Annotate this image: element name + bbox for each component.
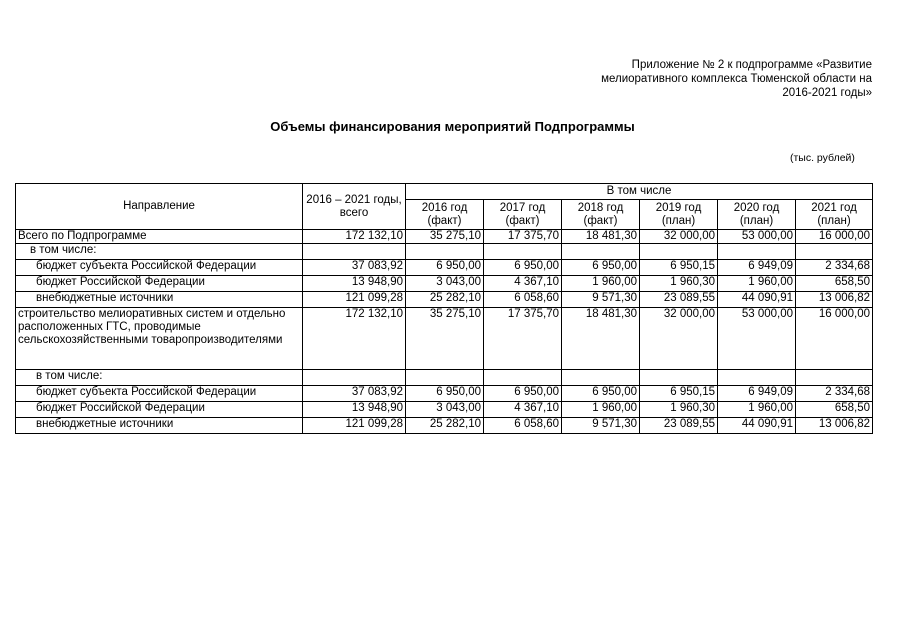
- row-label: внебюджетные источники: [16, 292, 303, 308]
- row-year-cell: [562, 370, 640, 386]
- row-year-cell: 53 000,00: [718, 230, 796, 244]
- financing-table: [15, 183, 873, 434]
- row-year-cell: 18 481,30: [562, 308, 640, 370]
- header-including: В том числе: [406, 184, 873, 200]
- table-row: [16, 418, 873, 434]
- row-year-cell: 9 571,30: [562, 418, 640, 434]
- row-year-cell: 6 950,00: [562, 386, 640, 402]
- table-row: [16, 402, 873, 418]
- row-label: бюджет Российской Федерации: [16, 276, 303, 292]
- appendix-note: [560, 58, 872, 100]
- row-label: Всего по Подпрограмме: [16, 230, 303, 244]
- row-total-cell: 13 948,90: [303, 276, 406, 292]
- table-row: [16, 230, 873, 244]
- row-year-cell: 17 375,70: [484, 230, 562, 244]
- row-total-cell: 37 083,92: [303, 386, 406, 402]
- row-year-cell: [640, 244, 718, 260]
- row-year-cell: 6 058,60: [484, 292, 562, 308]
- table-row: [16, 370, 873, 386]
- row-year-cell: 6 950,00: [484, 260, 562, 276]
- row-label: бюджет субъекта Российской Федерации: [16, 260, 303, 276]
- row-year-cell: 23 089,55: [640, 292, 718, 308]
- row-year-cell: 16 000,00: [796, 308, 873, 370]
- row-label: в том числе:: [16, 244, 303, 260]
- row-total-cell: 37 083,92: [303, 260, 406, 276]
- row-total-cell: [303, 370, 406, 386]
- row-year-cell: 53 000,00: [718, 308, 796, 370]
- row-label: в том числе:: [16, 370, 303, 386]
- row-year-cell: [406, 370, 484, 386]
- row-year-cell: [484, 244, 562, 260]
- row-year-cell: 658,50: [796, 276, 873, 292]
- row-year-cell: [718, 244, 796, 260]
- table-row: [16, 386, 873, 402]
- row-total-cell: 172 132,10: [303, 308, 406, 370]
- row-year-cell: 6 949,09: [718, 260, 796, 276]
- row-year-cell: [406, 244, 484, 260]
- row-year-cell: 6 950,00: [406, 386, 484, 402]
- header-year-2017: 2017 год (факт): [484, 200, 562, 230]
- row-year-cell: 25 282,10: [406, 292, 484, 308]
- row-year-cell: [562, 244, 640, 260]
- row-year-cell: 6 950,15: [640, 260, 718, 276]
- row-year-cell: 13 006,82: [796, 292, 873, 308]
- row-year-cell: 1 960,30: [640, 402, 718, 418]
- row-year-cell: 32 000,00: [640, 308, 718, 370]
- row-total-cell: 172 132,10: [303, 230, 406, 244]
- row-year-cell: 32 000,00: [640, 230, 718, 244]
- row-year-cell: 4 367,10: [484, 402, 562, 418]
- row-year-cell: 1 960,00: [562, 276, 640, 292]
- row-year-cell: 1 960,00: [562, 402, 640, 418]
- row-label: бюджет Российской Федерации: [16, 402, 303, 418]
- row-total-cell: 13 948,90: [303, 402, 406, 418]
- row-year-cell: [718, 370, 796, 386]
- row-year-cell: 6 950,00: [562, 260, 640, 276]
- row-year-cell: 44 090,91: [718, 418, 796, 434]
- row-year-cell: 6 058,60: [484, 418, 562, 434]
- appendix-line-2: мелиоративного комплекса Тюменской области на: [601, 73, 872, 85]
- row-year-cell: 2 334,68: [796, 386, 873, 402]
- table-row: [16, 244, 873, 260]
- row-year-cell: 6 949,09: [718, 386, 796, 402]
- row-year-cell: 6 950,00: [484, 386, 562, 402]
- row-year-cell: 3 043,00: [406, 276, 484, 292]
- header-year-2020: 2020 год (план): [718, 200, 796, 230]
- appendix-line-1: Приложение № 2 к подпрограмме «Развитие: [631, 59, 872, 71]
- table-row: [16, 292, 873, 308]
- table-row: [16, 260, 873, 276]
- row-label: внебюджетные источники: [16, 418, 303, 434]
- row-year-cell: 2 334,68: [796, 260, 873, 276]
- row-year-cell: [484, 370, 562, 386]
- row-year-cell: 16 000,00: [796, 230, 873, 244]
- row-label: строительство мелиоративных систем и отдельно расположенных ГТС, проводимые сельскохозяйственными товаропроизводителями: [16, 308, 303, 370]
- row-year-cell: [796, 244, 873, 260]
- row-year-cell: 1 960,00: [718, 402, 796, 418]
- unit-note: (тыс. рублей): [790, 152, 855, 164]
- header-total: 2016 – 2021 годы, всего: [303, 184, 406, 230]
- appendix-line-3: 2016-2021 годы»: [782, 87, 872, 99]
- row-year-cell: 3 043,00: [406, 402, 484, 418]
- table-row: [16, 308, 873, 370]
- row-year-cell: 23 089,55: [640, 418, 718, 434]
- row-year-cell: 9 571,30: [562, 292, 640, 308]
- row-year-cell: 35 275,10: [406, 308, 484, 370]
- header-direction: Направление: [16, 184, 303, 230]
- row-year-cell: 17 375,70: [484, 308, 562, 370]
- header-year-2021: 2021 год (план): [796, 200, 873, 230]
- table-row: [16, 276, 873, 292]
- row-year-cell: 25 282,10: [406, 418, 484, 434]
- row-year-cell: 1 960,00: [718, 276, 796, 292]
- header-year-2018: 2018 год (факт): [562, 200, 640, 230]
- row-year-cell: 13 006,82: [796, 418, 873, 434]
- header-year-2016: 2016 год (факт): [406, 200, 484, 230]
- row-year-cell: 1 960,30: [640, 276, 718, 292]
- row-year-cell: 44 090,91: [718, 292, 796, 308]
- row-total-cell: 121 099,28: [303, 292, 406, 308]
- header-year-2019: 2019 год (план): [640, 200, 718, 230]
- row-year-cell: [796, 370, 873, 386]
- row-year-cell: 4 367,10: [484, 276, 562, 292]
- document-title: Объемы финансирования мероприятий Подпрограммы: [270, 119, 635, 134]
- row-total-cell: 121 099,28: [303, 418, 406, 434]
- row-total-cell: [303, 244, 406, 260]
- row-year-cell: [640, 370, 718, 386]
- row-year-cell: 6 950,00: [406, 260, 484, 276]
- row-year-cell: 35 275,10: [406, 230, 484, 244]
- row-year-cell: 18 481,30: [562, 230, 640, 244]
- row-year-cell: 658,50: [796, 402, 873, 418]
- row-label: бюджет субъекта Российской Федерации: [16, 386, 303, 402]
- row-year-cell: 6 950,15: [640, 386, 718, 402]
